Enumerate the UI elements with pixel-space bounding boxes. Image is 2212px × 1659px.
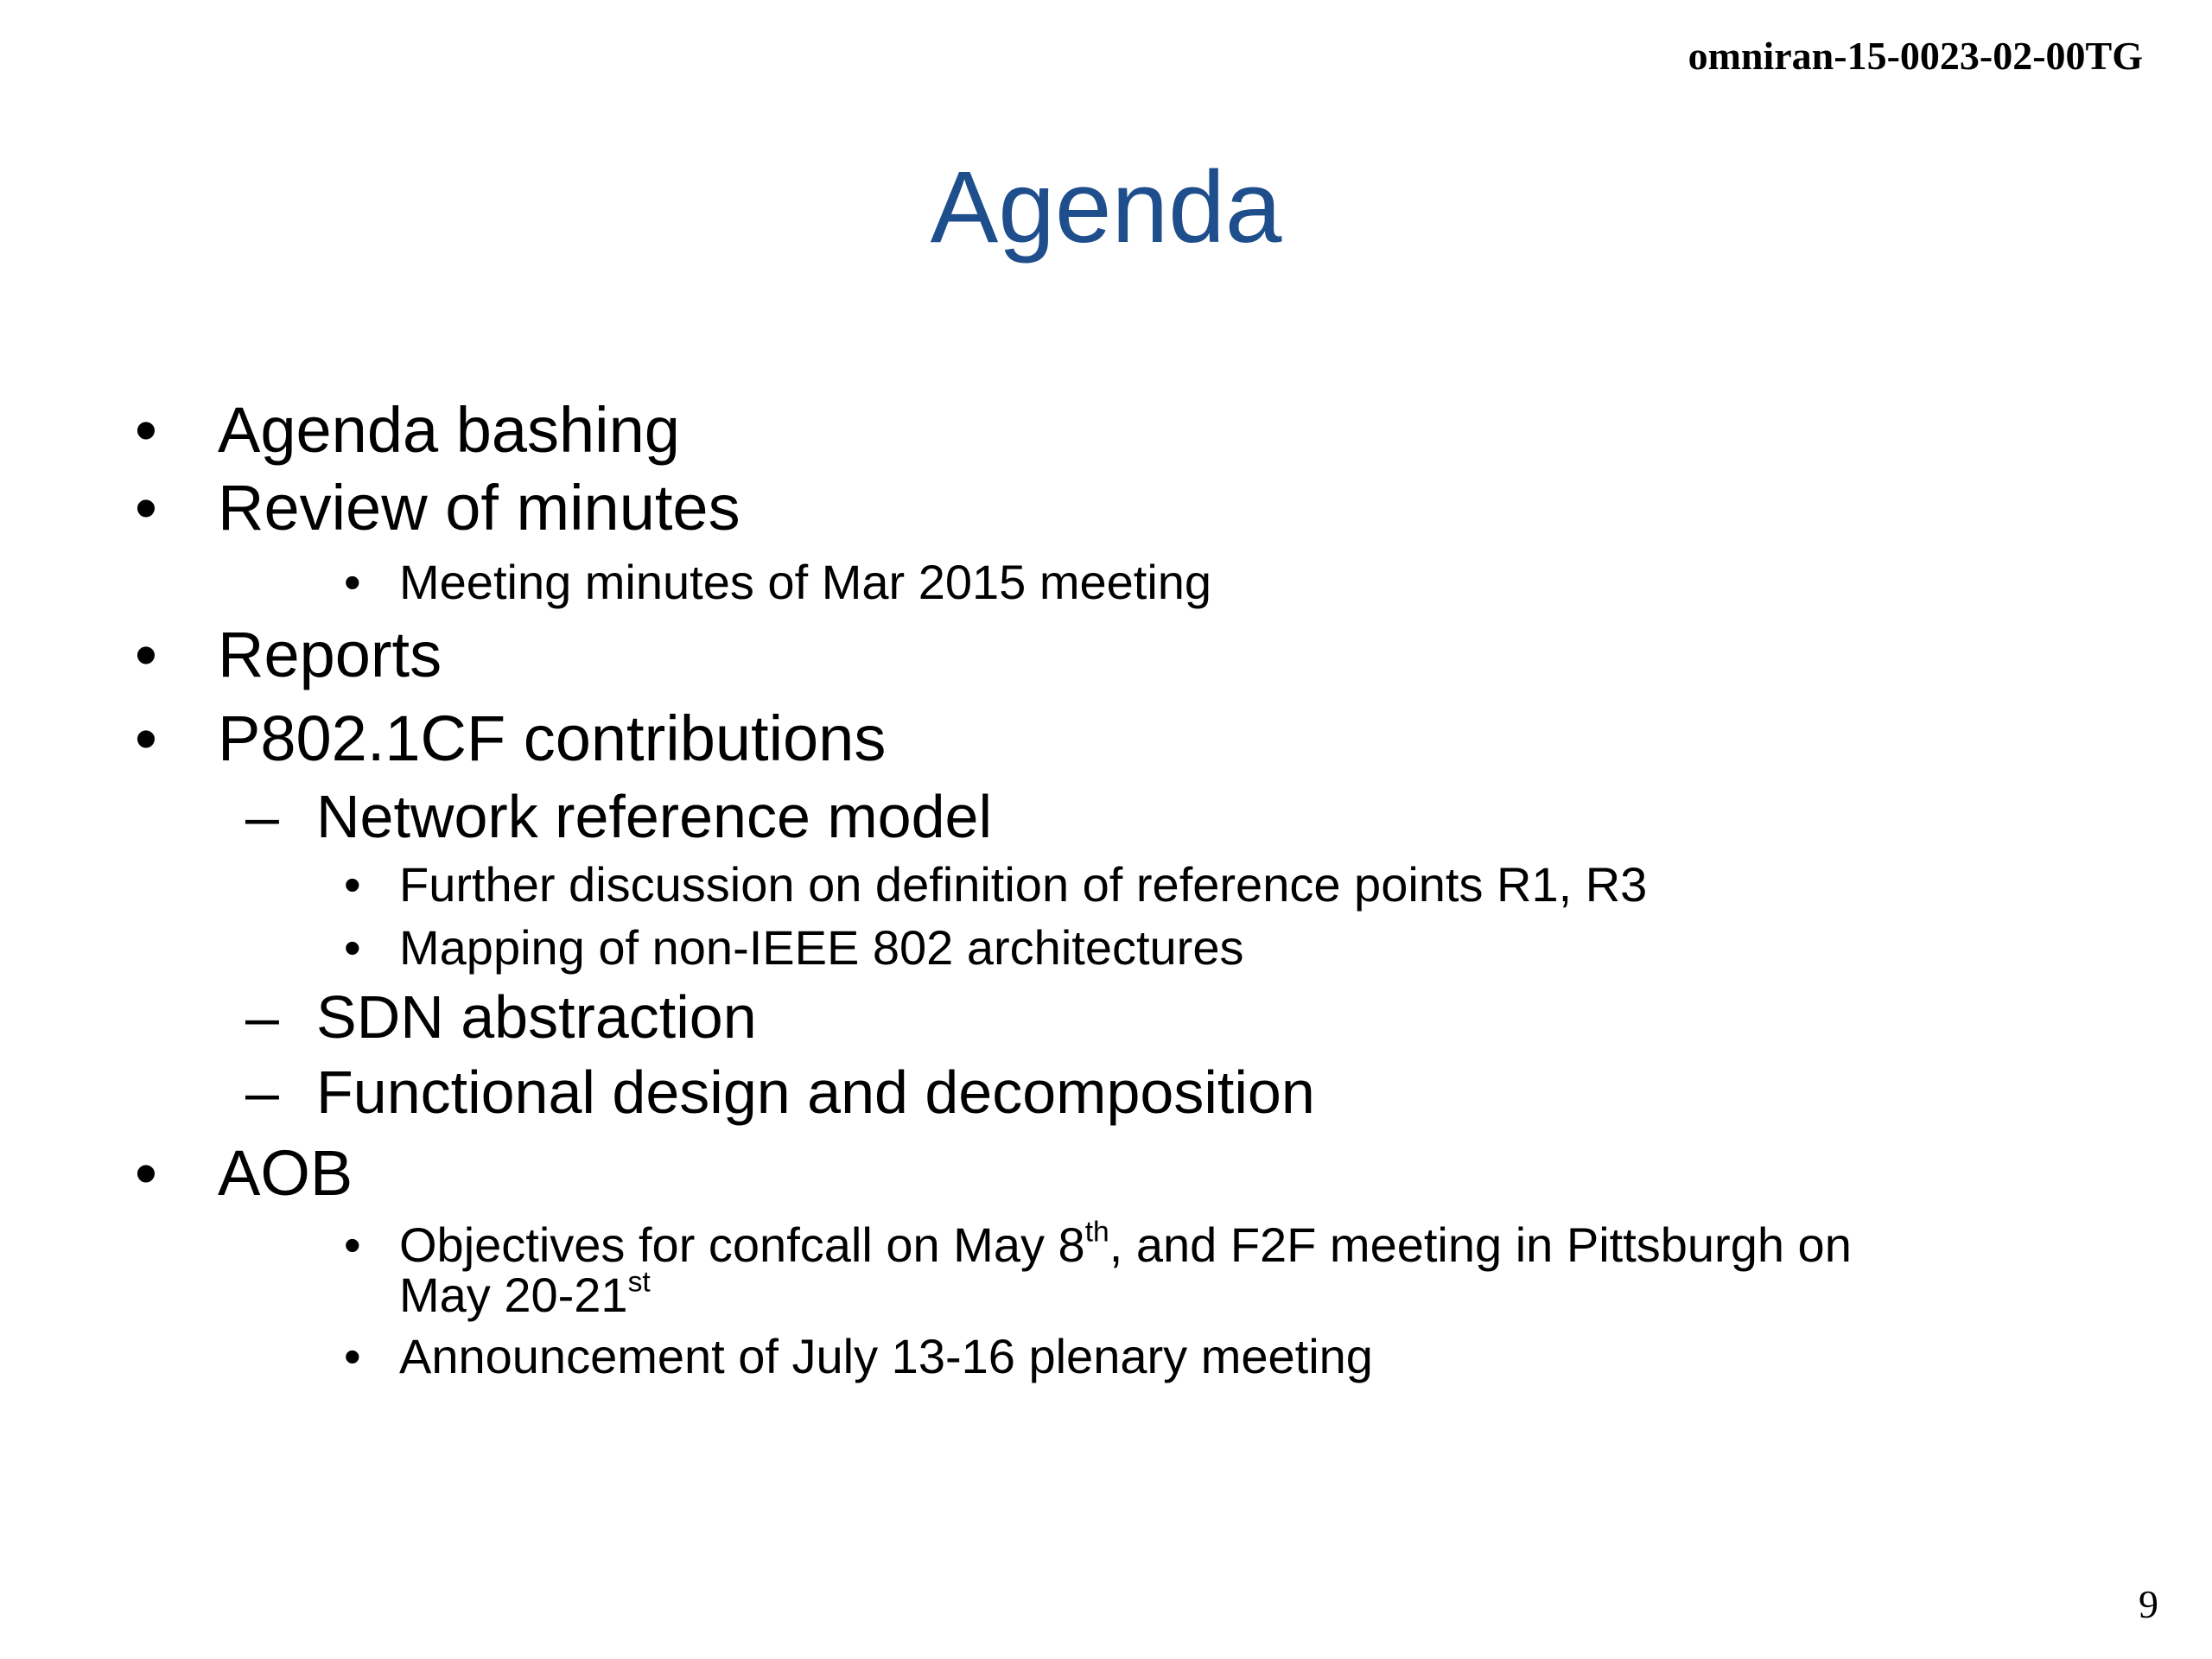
agenda-item-aob [135, 1136, 353, 1210]
agenda-item-p802-1cf-contributions [135, 702, 887, 775]
agenda-item-text: Announcement of July 13-16 plenary meeting [399, 1329, 1373, 1383]
agenda-subitem-mapping-architectures [344, 919, 1244, 976]
dash-marker: – [245, 783, 279, 850]
agenda-item-text: Meeting minutes of Mar 2015 meeting [399, 555, 1212, 609]
bullet-marker: • [344, 1217, 361, 1272]
page-number: 9 [2139, 1582, 2158, 1626]
bullet-marker: • [135, 472, 157, 543]
agenda-item-text: Mapping of non-IEEE 802 architectures [399, 920, 1244, 975]
bullet-marker: • [344, 920, 361, 975]
agenda-subitem-plenary-announcement [344, 1328, 1373, 1384]
agenda-item-text: Further discussion on definition of reference points R1, R3 [399, 857, 1648, 912]
ordinal-suffix: th [1084, 1216, 1109, 1249]
agenda-subitem-sdn-abstraction [245, 982, 757, 1052]
agenda-item-text: P802.1CF contributions [218, 702, 887, 774]
agenda-subitem-meeting-minutes [344, 554, 1212, 610]
bullet-marker: • [344, 857, 361, 912]
agenda-item-reports [135, 618, 442, 691]
agenda-subitem-functional-design [245, 1058, 1315, 1127]
agenda-item-text: AOB [218, 1137, 353, 1209]
agenda-item-text: Objectives for confcall on May 8 [399, 1217, 1085, 1272]
dash-marker: – [245, 1058, 279, 1126]
agenda-item-text: Functional design and decomposition [316, 1058, 1315, 1126]
agenda-item-text: Reports [218, 619, 442, 690]
dash-marker: – [245, 983, 279, 1051]
bullet-marker: • [344, 555, 361, 609]
agenda-item-text: SDN abstraction [316, 983, 757, 1051]
ordinal-suffix: st [627, 1266, 651, 1299]
bullet-marker: • [135, 702, 157, 774]
document-id: omniran-15-0023-02-00TG [1688, 34, 2143, 78]
agenda-item-text: Agenda bashing [218, 394, 680, 466]
bullet-marker: • [135, 619, 157, 690]
agenda-item-text: Review of minutes [218, 472, 741, 543]
bullet-marker: • [135, 394, 157, 466]
agenda-item-review-of-minutes [135, 471, 741, 544]
bullet-marker: • [135, 1137, 157, 1209]
bullet-marker: • [344, 1329, 361, 1383]
agenda-item-text: Network reference model [316, 783, 992, 850]
slide-title: Agenda [930, 150, 1282, 264]
agenda-item-text: , and F2F meeting in Pittsburgh on [1109, 1217, 1852, 1272]
agenda-subitem-network-reference-model [245, 782, 992, 851]
agenda-item-agenda-bashing [135, 393, 680, 467]
agenda-subitem-reference-points [344, 856, 1648, 912]
agenda-subitem-objectives [344, 1216, 1852, 1273]
agenda-subitem-objectives-continued [399, 1267, 651, 1323]
agenda-item-text: May 20-21 [399, 1268, 628, 1322]
